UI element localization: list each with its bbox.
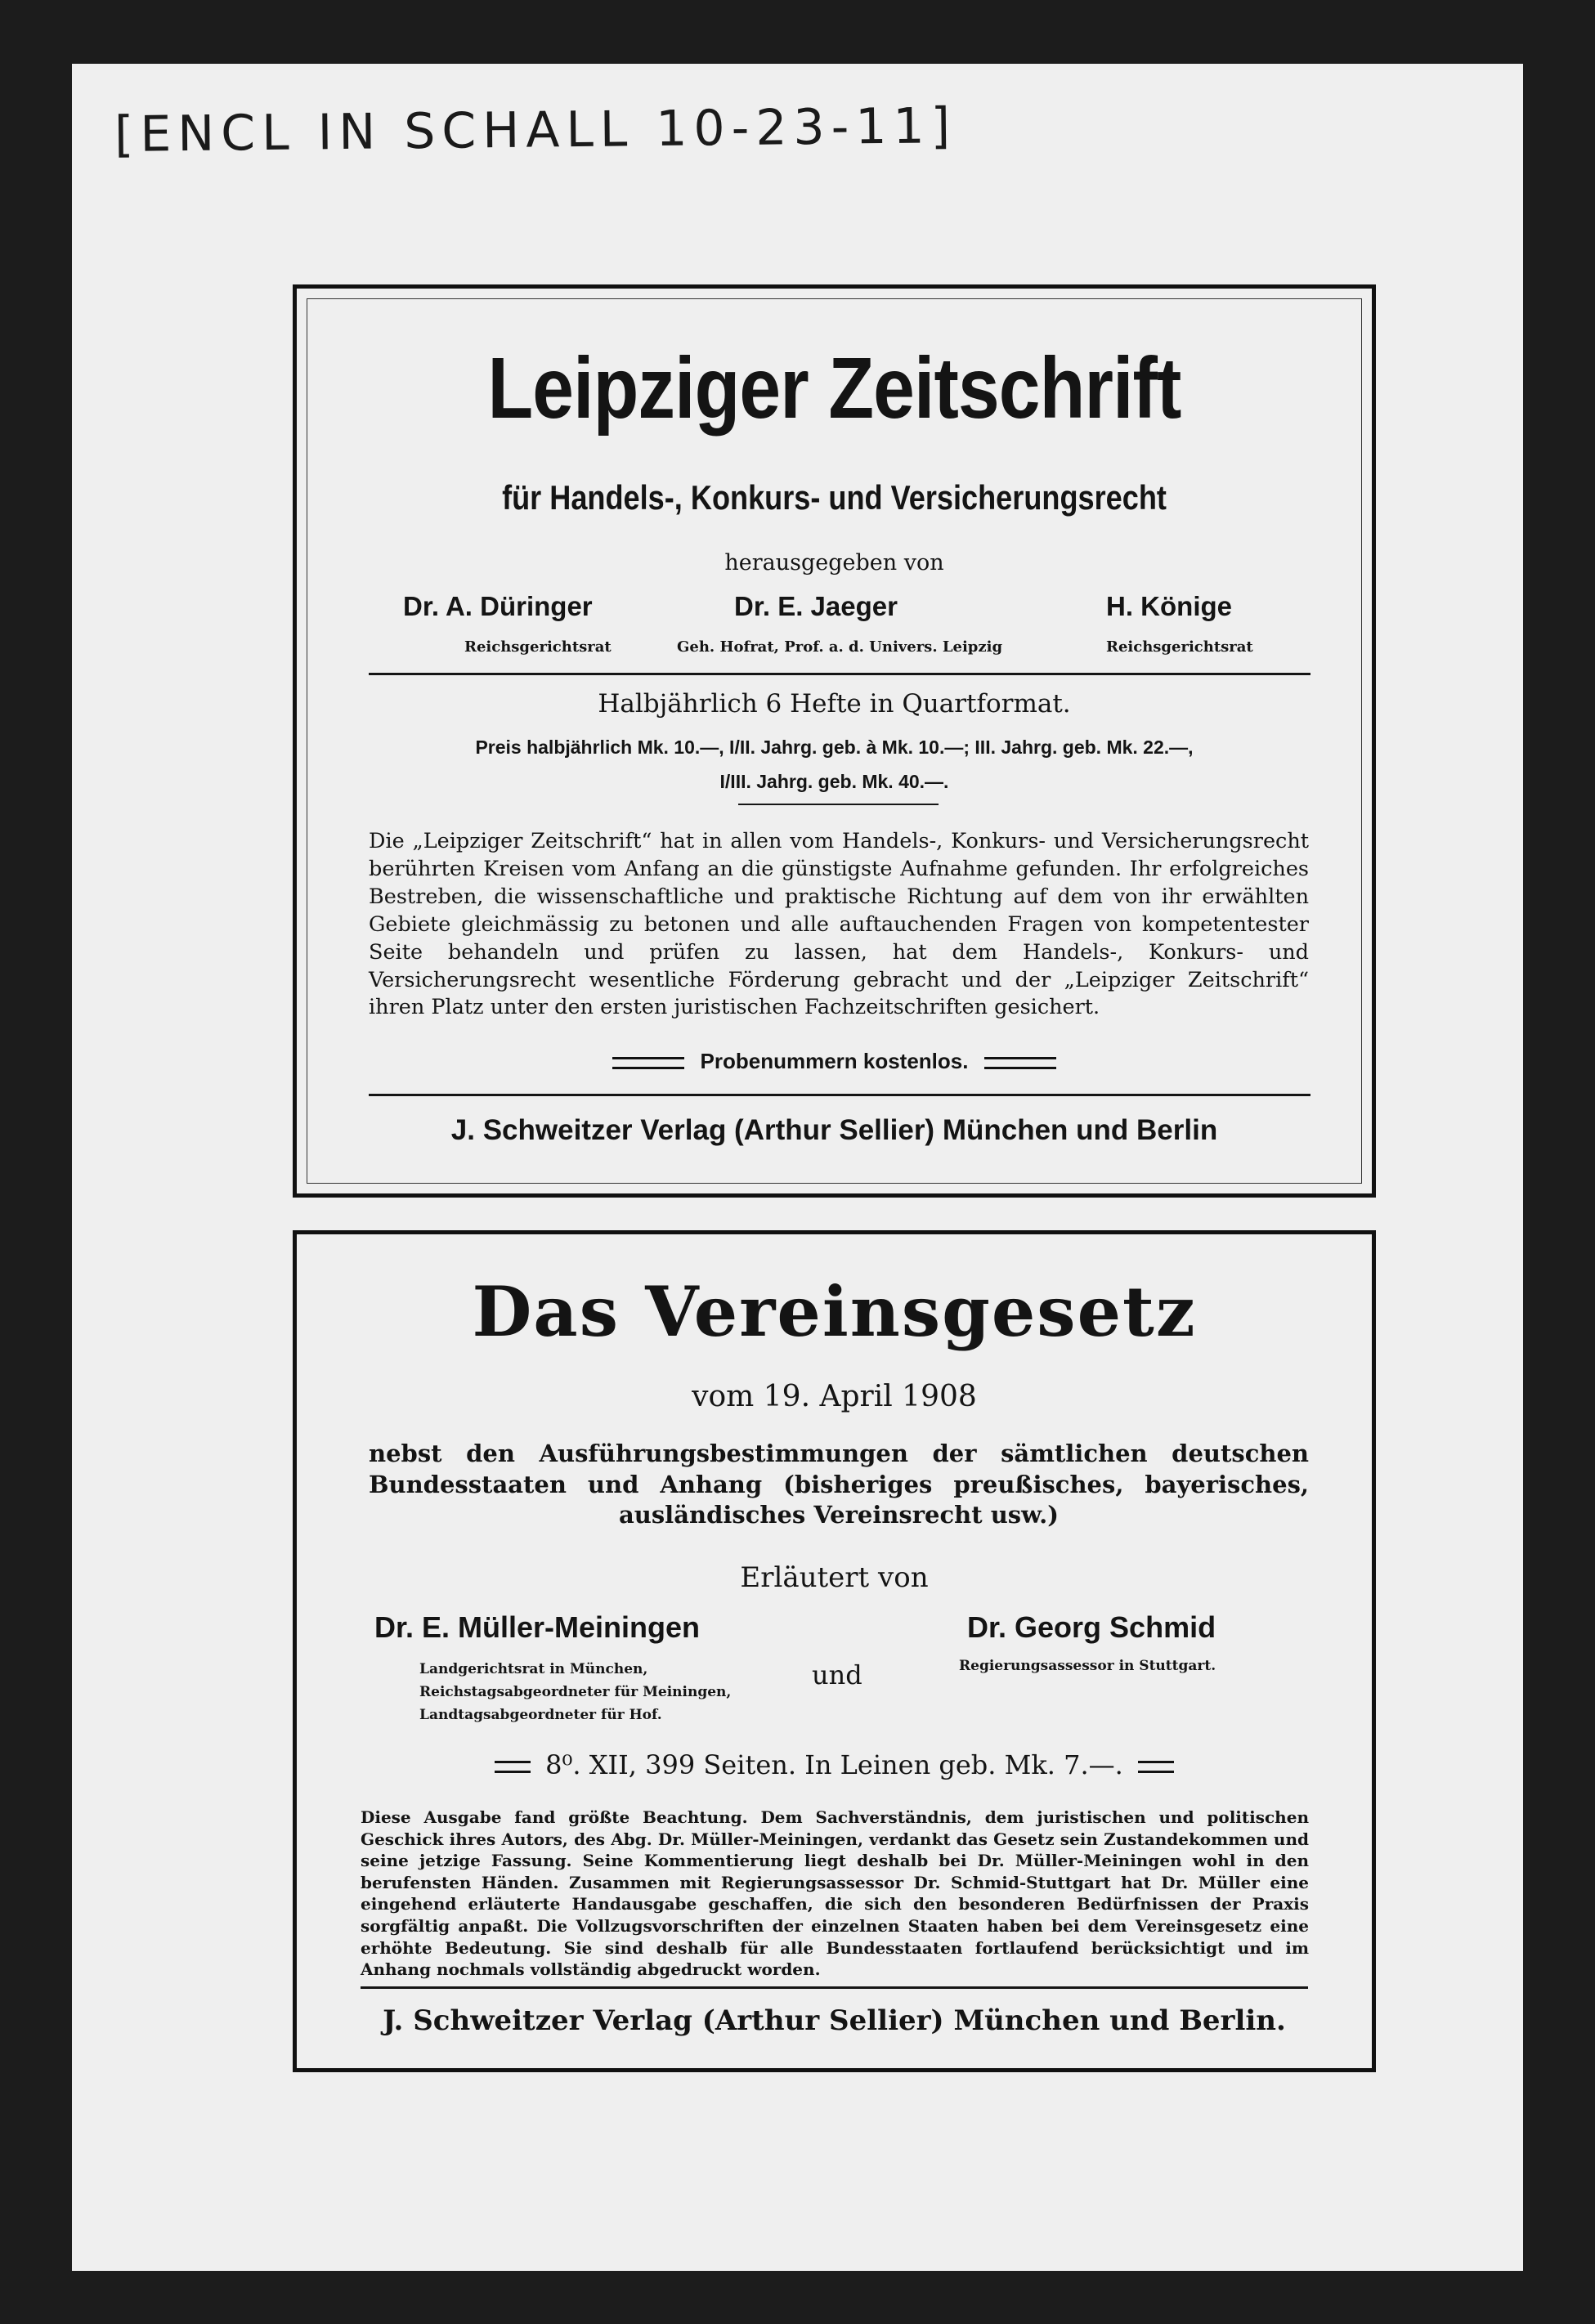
editor-name: Dr. E. Jaeger <box>734 591 898 621</box>
ad1-sample-note: Probenummern kostenlos. <box>700 1049 969 1073</box>
author-name: Dr. E. Müller-Meiningen <box>374 1610 701 1644</box>
ad2-date: vom 19. April 1908 <box>692 1380 977 1413</box>
double-rule-left <box>612 1057 684 1069</box>
ad2-publisher: J. Schweitzer Verlag (Arthur Sellier) München und Berlin. <box>383 2004 1286 2037</box>
ad1-publisher: J. Schweitzer Verlag (Arthur Sellier) München und Berlin <box>450 1114 1218 1146</box>
ad2-description: Diese Ausgabe fand größte Beachtung. Dem Sachverständnis, dem juristischen und politischen Geschick ihres Autors, des Abg. Dr. Müller-Meiningen, verdankt das Gesetz sein Zustandekommen und seine jetzige Fassung. Seine Kommentierung liegt deshalb bei Dr. Müller-Meiningen wohl in den berufensten Händen. Zusammen mit Regierungsassessor Dr. Schmid-Stuttgart hat Dr. Müller eine eingehend erläuterte Handausgabe geschaffen, die sich den besonderen Bedürfnissen der Praxis sorgfältig anpaßt. Die Vollzugsvorschriften der einzelnen Staaten haben bei dem Vereinsgesetz eine erhöhte Bedeutung. Sie sind deshalb für alle Bundesstaaten fortlaufend berücksichtigt und im Anhang nochmals vollständig abgedruckt worden. <box>361 1807 1309 1980</box>
author-role: Regierungsassessor in Stuttgart. <box>959 1658 1216 1674</box>
ad1-frequency: Halbjährlich 6 Hefte in Quartformat. <box>598 689 1071 719</box>
ad1-subtitle: für Handels-, Konkurs- und Versicherungsrecht <box>502 478 1167 517</box>
double-rule-right <box>1138 1761 1174 1773</box>
ad2-explained-by: Erläutert von <box>740 1561 929 1594</box>
ad1-price-line-1: Preis halbjährlich Mk. 10.—, I/II. Jahrg. geb. à Mk. 10.—; III. Jahrg. geb. Mk. 22.—, <box>475 737 1194 758</box>
ad2-format-line <box>297 1749 1372 1780</box>
ad2-title: Das Vereinsgesetz <box>472 1271 1197 1352</box>
editor-role: Reichsgerichtsrat <box>1106 638 1253 656</box>
editor-role: Reichsgerichtsrat <box>464 638 612 656</box>
ad1-sample-line <box>297 1049 1372 1074</box>
author-name: Dr. Georg Schmid <box>967 1610 1216 1644</box>
ad2-and: und <box>812 1659 862 1690</box>
divider-rule <box>369 673 1310 675</box>
advertisement-leipziger-zeitschrift <box>293 284 1376 1198</box>
ad1-price-line-2: I/III. Jahrg. geb. Mk. 40.—. <box>719 771 949 792</box>
editor-name: H. Könige <box>1106 591 1232 621</box>
author-roles <box>419 1658 731 1726</box>
divider-rule <box>369 1094 1310 1096</box>
author-role: Landgerichtsrat in München, <box>419 1661 648 1677</box>
divider-rule <box>361 1986 1308 1989</box>
author-role: Reichstagsabgeordneter für Meiningen, <box>419 1684 732 1701</box>
double-rule-left <box>495 1761 531 1773</box>
ad1-title: Leipziger Zeitschrift <box>487 340 1181 437</box>
ad1-description: Die „Leipziger Zeitschrift“ hat in allen vom Handels-, Konkurs- und Versicherungsrecht berührten Kreisen vom Anfang an die günstigste Aufnahme gefunden. Ihr erfolgreiches Bestreben, die wissenschaftliche und praktische Richtung auf dem von ihr erwählten Gebiete gleichmässig zu betonen und alle auftauchenden Fragen von kompetentester Seite behandeln und prüfen zu lassen, hat dem Handels-, Konkurs- und Versicherungsrecht wesentliche Förderung gebracht und der „Leipziger Zeitschrift“ ihren Platz unter den ersten juristischen Fachzeitschriften gesichert. <box>369 829 1309 1020</box>
advertisement-vereinsgesetz <box>293 1230 1376 2072</box>
author-role: Landtagsabgeordneter für Hof. <box>419 1707 662 1724</box>
ad2-subtitle: nebst den Ausführungsbestimmungen der sämtlichen deutschen Bundesstaaten und Anhang (bisheriges preußisches, bayerisches, ausländisches Vereinsrecht usw.) <box>369 1440 1309 1529</box>
ad2-format: 8⁰. XII, 399 Seiten. In Leinen geb. Mk. 7.—. <box>545 1749 1123 1780</box>
double-rule-right <box>984 1057 1056 1069</box>
short-rule <box>738 804 939 805</box>
ad1-edited-by: herausgegeben von <box>724 550 944 575</box>
editor-role: Geh. Hofrat, Prof. a. d. Univers. Leipzig <box>677 638 1003 656</box>
editor-name: Dr. A. Düringer <box>403 591 593 621</box>
handwritten-note: [ENCL IN SCHALL 10-23-11] <box>114 97 957 163</box>
